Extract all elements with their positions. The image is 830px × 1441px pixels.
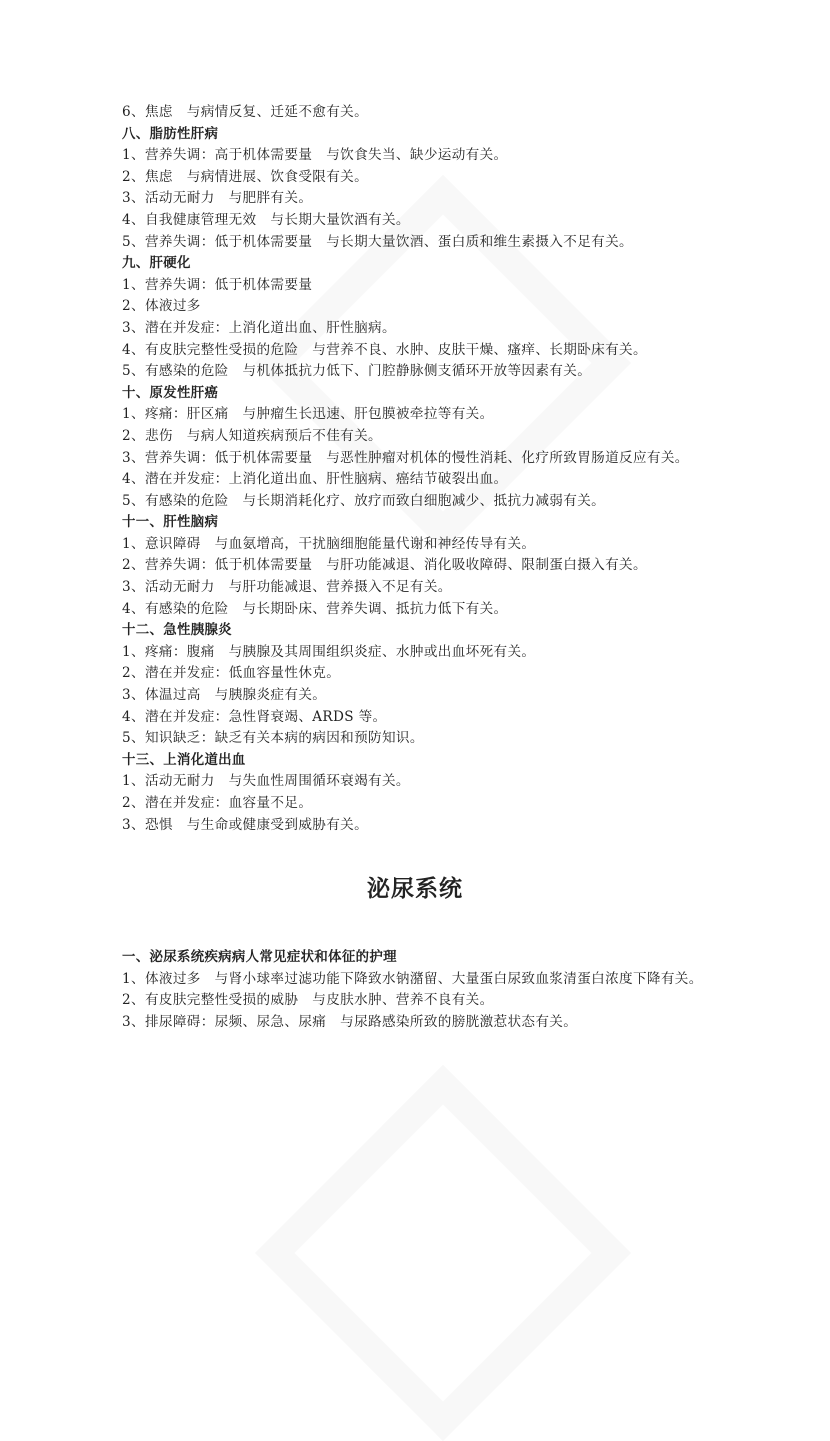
list-item: 1、疼痛：腹痛 与胰腺及其周围组织炎症、水肿或出血坏死有关。 <box>122 643 536 660</box>
list-item: 1、意识障碍 与血氨增高，干扰脑细胞能量代谢和神经传导有关。 <box>122 535 536 552</box>
list-item: 5、知识缺乏：缺乏有关本病的病因和预防知识。 <box>122 730 424 747</box>
list-item: 1、体液过多 与肾小球率过滤功能下降致水钠潴留、大量蛋白尿致血浆清蛋白浓度下降有关。 <box>122 970 703 987</box>
list-item: 3、恐惧 与生命或健康受到威胁有关。 <box>122 816 369 833</box>
section-heading: 九、肝硬化 <box>122 256 191 272</box>
section-heading: 一、泌尿系统疾病病人常见症状和体征的护理 <box>122 950 397 965</box>
list-item: 5、营养失调：低于机体需要量 与长期大量饮酒、蛋白质和维生素摄入不足有关。 <box>122 233 633 250</box>
list-item: 3、营养失调：低于机体需要量 与恶性肿瘤对机体的慢性消耗、化疗所致胃肠道反应有关。 <box>122 449 689 466</box>
watermark <box>255 1065 631 1441</box>
section-heading: 十二、急性胰腺炎 <box>122 623 232 639</box>
list-item: 3、潜在并发症：上消化道出血、肝性脑病。 <box>122 319 396 336</box>
section-heading: 十、原发性肝癌 <box>122 385 219 401</box>
list-item: 3、体温过高 与胰腺炎症有关。 <box>122 687 327 704</box>
list-item: 1、营养失调：高于机体需要量 与饮食失当、缺少运动有关。 <box>122 147 508 164</box>
list-item: 2、体液过多 <box>122 298 201 315</box>
list-item: 4、有皮肤完整性受损的危险 与营养不良、水肿、皮肤干燥、瘙痒、长期卧床有关。 <box>122 341 647 358</box>
chapter-title: 泌尿系统 <box>367 876 463 902</box>
list-item: 2、营养失调：低于机体需要量 与肝功能减退、消化吸收障碍、限制蛋白摄入有关。 <box>122 557 647 574</box>
list-item: 4、有感染的危险 与长期卧床、营养失调、抵抗力低下有关。 <box>122 600 508 617</box>
list-item: 5、有感染的危险 与机体抵抗力低下、门腔静脉侧支循环开放等因素有关。 <box>122 363 592 380</box>
list-item: 5、有感染的危险 与长期消耗化疗、放疗而致白细胞减少、抵抗力减弱有关。 <box>122 492 606 509</box>
list-item: 2、焦虑 与病情进展、饮食受限有关。 <box>122 168 369 185</box>
list-item: 2、有皮肤完整性受损的威胁 与皮肤水肿、营养不良有关。 <box>122 992 494 1009</box>
section-heading: 十三、上消化道出血 <box>122 752 246 768</box>
list-item: 4、潜在并发症：急性肾衰竭、ARDS 等。 <box>122 708 387 725</box>
list-item: 2、潜在并发症：血容量不足。 <box>122 795 313 811</box>
section-heading: 十一、肝性脑病 <box>122 515 219 531</box>
list-item: 3、活动无耐力 与肥胖有关。 <box>122 190 313 207</box>
list-item: 1、活动无耐力 与失血性周围循环衰竭有关。 <box>122 773 410 790</box>
list-item: 2、悲伤 与病人知道疾病预后不佳有关。 <box>122 427 382 444</box>
list-item: 1、营养失调：低于机体需要量 <box>122 276 313 293</box>
list-item: 1、疼痛：肝区痛 与肿瘤生长迅速、肝包膜被牵拉等有关。 <box>122 406 494 423</box>
section-digestive-nursing-diagnoses <box>122 102 722 836</box>
list-item: 4、潜在并发症：上消化道出血、肝性脑病、癌结节破裂出血。 <box>122 471 508 488</box>
section-heading: 八、脂肪性肝病 <box>122 126 219 142</box>
list-item: 3、活动无耐力 与肝功能减退、营养摄入不足有关。 <box>122 579 452 596</box>
list-item: 4、自我健康管理无效 与长期大量饮酒有关。 <box>122 211 410 228</box>
list-item: 6、焦虑 与病情反复、迁延不愈有关。 <box>122 104 369 120</box>
list-item: 2、潜在并发症：低血容量性休克。 <box>122 665 341 682</box>
list-item: 3、排尿障碍：尿频、尿急、尿痛 与尿路感染所致的膀胱激惹状态有关。 <box>122 1013 578 1030</box>
section-urinary-nursing-diagnoses <box>122 947 722 1033</box>
